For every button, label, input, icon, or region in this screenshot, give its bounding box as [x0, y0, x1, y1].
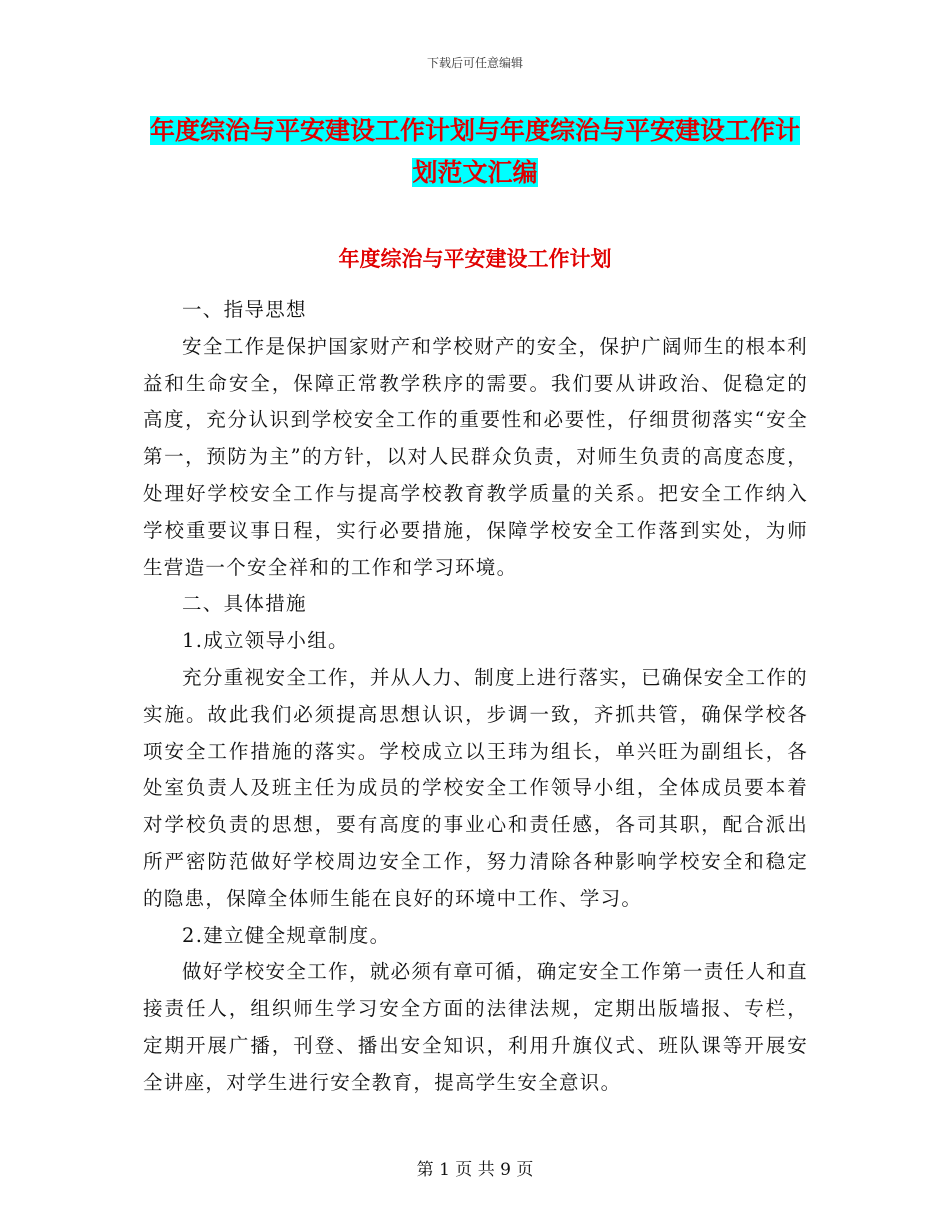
paragraph: 安全工作是保护国家财产和学校财产的安全，保护广阔师生的根本利益和生命安全，保障正常教学秩序的需要。我们要从讲政治、促稳定的高度，充分认识到学校安全工作的重要性和必要性，仔细贯彻落实“安全第一，预防为主”的方针，以对人民群众负责，对师生负责的高度态度，处理好学校安全工作与提高学校教育教学质量的关系。把安全工作纳入学校重要议事日程，实行必要措施，保障学校安全工作落到实处，为师生营造一个安全祥和的工作和学习环境。 — [143, 334, 808, 579]
heading-guiding-ideology: 一、指导思想 — [182, 298, 307, 321]
heading-specific-measures: 二、具体措施 — [182, 592, 307, 616]
subheading-rules-system: 2.建立健全规章制度。 — [182, 923, 391, 947]
header-note: 下载后可任意编辑 — [426, 56, 523, 70]
paragraph: 做好学校安全工作，就必须有章可循，确定安全工作第一责任人和直接责任人，组织师生学习安全方面的法律法规，定期出版墙报、专栏，定期开展广播，刊登、播出安全知识，利用升旗仪式、班队课等开展安全讲座，对学生进行安全教育，提高学生安全意识。 — [143, 960, 808, 1094]
document-title — [140, 110, 810, 194]
subheading-leadership-group: 1.成立领导小组。 — [182, 629, 349, 653]
paragraph: 充分重视安全工作，并从人力、制度上进行落实，已确保安全工作的实施。故此我们必须提高思想认识，步调一致，齐抓共管，确保学校各项安全工作措施的落实。学校成立以王玮为组长，单兴旺为副组长，各处室负责人及班主任为成员的学校安全工作领导小组，全体成员要本着对学校负责的思想，要有高度的事业心和责任感，各司其职，配合派出所严密防范做好学校周边安全工作，努力清除各种影响学校安全和稳定的隐患，保障全体师生能在良好的环境中工作、学习。 — [143, 665, 808, 910]
page-number: 第 1 页 共 9 页 — [416, 1160, 534, 1180]
document-body — [143, 292, 808, 1102]
document-title-highlight: 年度综治与平安建设工作计划与年度综治与平安建设工作计划范文汇编 — [149, 116, 800, 187]
section-title: 年度综治与平安建设工作计划 — [338, 246, 612, 271]
